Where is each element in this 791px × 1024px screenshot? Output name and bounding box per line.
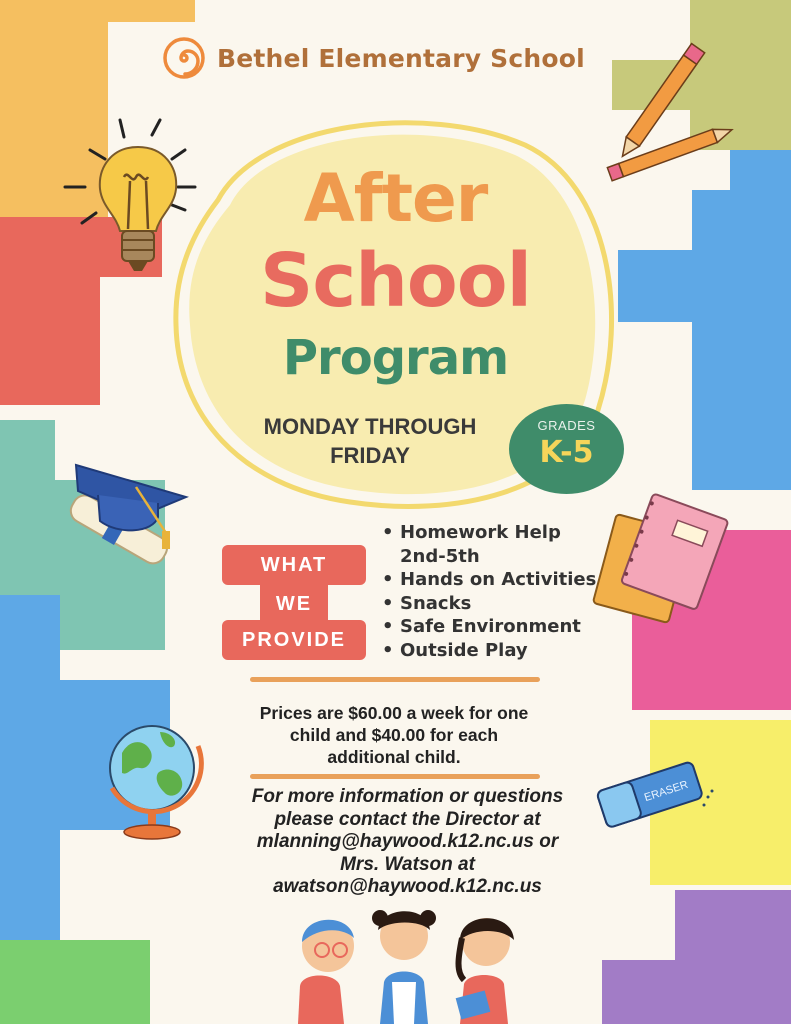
provide-label-what: WHAT: [260, 554, 328, 576]
spiral-logo-icon: [163, 37, 205, 79]
title-line-after: After: [303, 160, 488, 237]
list-item-sub: 2nd-5th: [400, 545, 480, 567]
contact-text: [200, 786, 615, 899]
lightbulb-icon: [60, 115, 200, 275]
list-item: • Safe Environment: [382, 615, 596, 639]
school-name: Bethel Elementary School: [217, 43, 585, 73]
title-line-program: Program: [282, 330, 509, 386]
list-item: • Homework Help: [382, 521, 596, 545]
provide-label-middle-bar: [260, 585, 328, 623]
right-block-purple-2: [602, 960, 682, 1024]
pencil-icon: [598, 38, 738, 178]
right-block-purple: [675, 890, 791, 1024]
grades-value: K-5: [539, 435, 594, 470]
schedule-line-1: MONDAY THROUGH: [263, 414, 477, 439]
grades-label: GRADES: [537, 418, 596, 433]
school-header: [163, 38, 585, 78]
list-item: • Outside Play: [382, 639, 596, 663]
list-item: • Hands on Activities: [382, 568, 596, 592]
services-list: [382, 521, 596, 662]
globe-icon: [100, 718, 210, 843]
provide-label-bottom: [222, 620, 366, 660]
provide-label-we: WE: [275, 593, 313, 615]
contact-line-4: Mrs. Watson at: [340, 853, 475, 875]
contact-line-5: awatson@haywood.k12.nc.us: [273, 876, 542, 897]
left-block-yellow: [0, 0, 195, 22]
left-block-green: [0, 940, 150, 1024]
list-item: • Snacks: [382, 592, 596, 616]
provide-label-provide: PROVIDE: [241, 629, 347, 651]
notebook-icon: [596, 498, 726, 623]
eraser-label: ERASER: [642, 778, 690, 805]
contact-line-1: For more information or questions: [251, 786, 564, 807]
pricing-text: [222, 702, 566, 768]
divider-bottom: [250, 774, 540, 779]
provide-label-top: [222, 545, 366, 585]
graduation-cap-icon: [58, 455, 198, 570]
pricing-line-1: Prices are $60.00 a week for one: [259, 703, 529, 723]
grades-badge: [509, 404, 624, 494]
pricing-line-2: child and $40.00 for each: [289, 725, 499, 745]
contact-line-2: please contact the Director at: [274, 808, 541, 830]
title-line-school: School: [260, 238, 531, 324]
children-icon: [280, 898, 540, 1024]
schedule-line-2: FRIDAY: [330, 443, 410, 468]
divider-top: [250, 677, 540, 682]
schedule-text: [230, 412, 510, 470]
eraser-icon: [592, 755, 717, 835]
contact-line-3: mlanning@haywood.k12.nc.us or: [256, 831, 559, 852]
pricing-line-3: additional child.: [327, 747, 461, 767]
left-block-teal: [0, 420, 55, 595]
left-block-blue: [0, 595, 60, 940]
